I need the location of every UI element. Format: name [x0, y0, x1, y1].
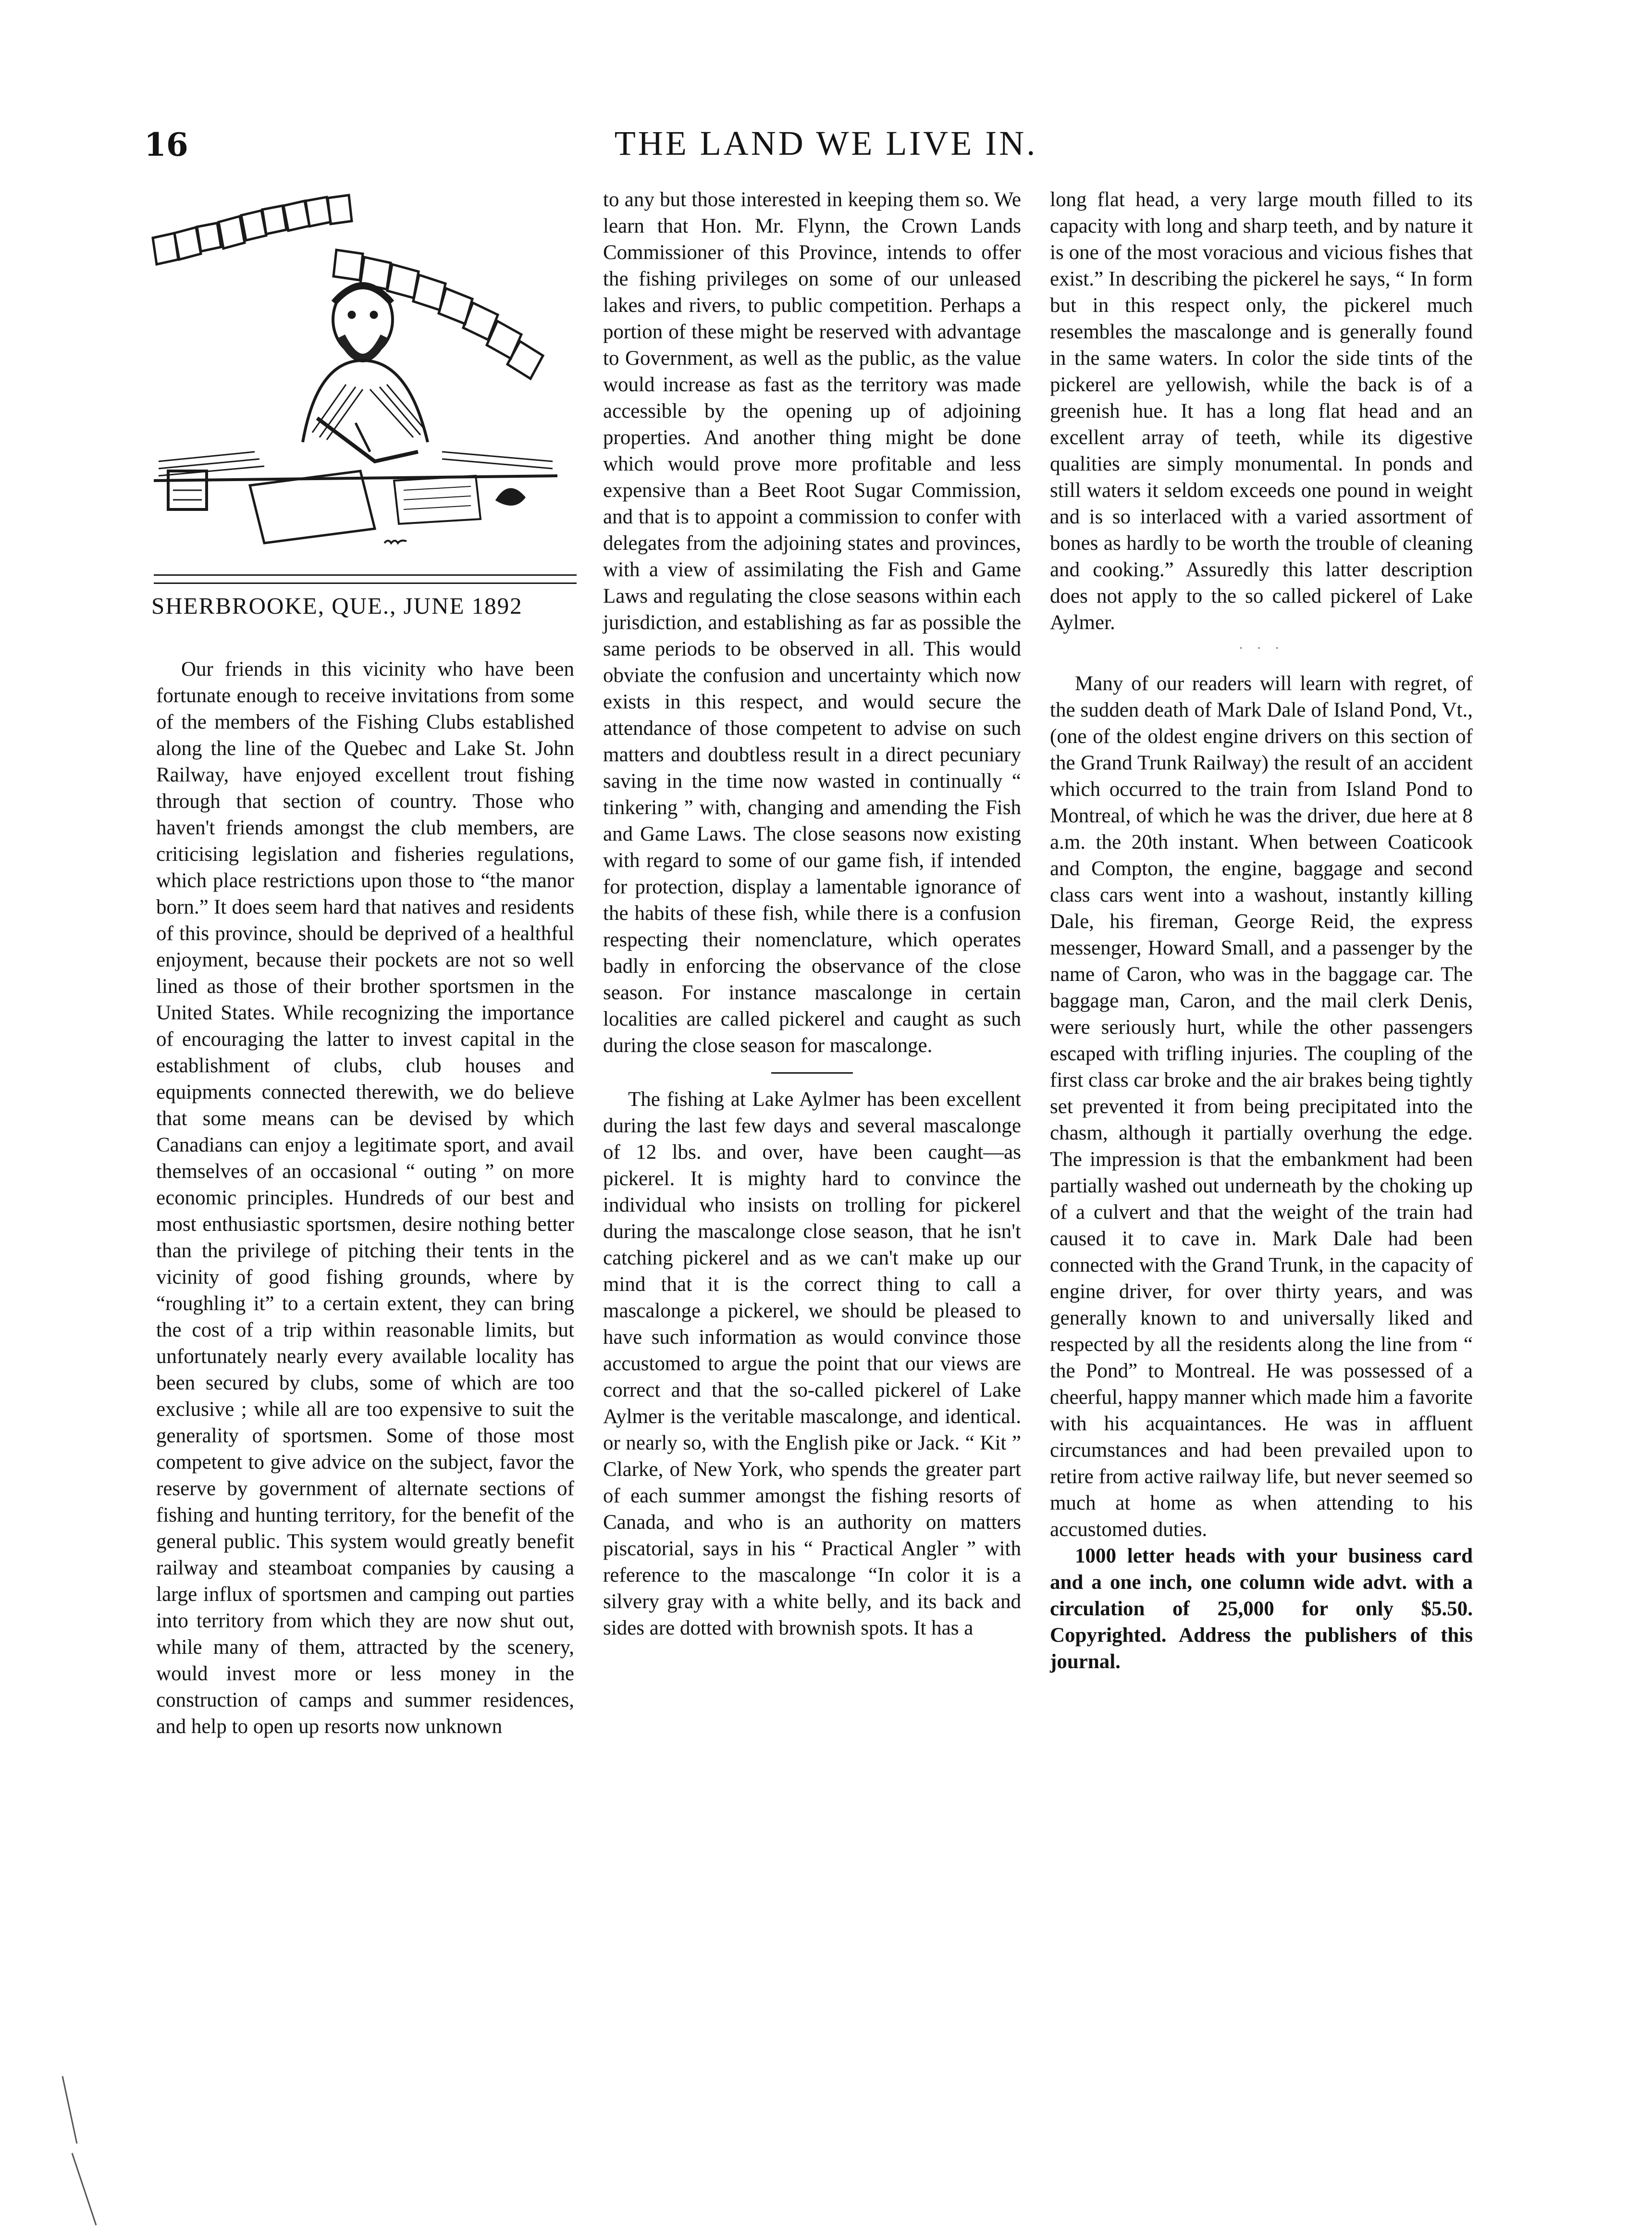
article-paragraph-lake-aylmer: The fishing at Lake Aylmer has been excellent during the last few days and several mascalonge of 12 lbs. and over, have been caught—as pickerel. It is mighty hard to convince the individual who insists on trolling for pickerel during the mascalonge close season, that he isn't catching pickerel and as we can't make up our mind that it is the correct thing to call a mascalonge a pickerel, we should be pleased to have such information as would convince those accustomed to argue the point that our views are correct and that the so-called pickerel of Lake Aylmer is the veritable mascalonge, and identical. or nearly so, with the English pike or Jack. “ Kit ” Clarke, of New York, who spends the greater part of each summer amongst the fishing resorts of Canada, and who is an authority on matters piscatorial, says in his “ Practical Angler ” with reference to the mascalonge “In color it is a silvery gray with a white belly, and its back and sides are dotted with brownish spots. It has a [603, 1088, 1021, 1639]
article-paragraph-mark-dale: Many of our readers will learn with regret, of the sudden death of Mark Dale of Island Pond, Vt., (one of the oldest engine drivers on this section of the Grand Trunk Railway) the result of an accident which occurred to the train from Island Pond to Montreal, of which he was the driver, due here at 8 a.m. the 20th instant. When between Coaticook and Compton, the engine, baggage and second class cars went into a washout, instantly killing Dale, his fireman, George Reid, the express messenger, Howard Small, and a passenger by the name of Caron, who was in the baggage car. The baggage man, Caron, and the mail clerk Denis, were seriously hurt, while the other passengers escaped with trifling injuries. The coupling of the first class car broke and the air brakes being tightly set prevented it from being precipitated into the chasm, although it partially overhung the edge. The impression is that the embankment had been partially washed out underneath by the choking up of a culvert and that the weight of the train had caused it to cave in. Mark Dale had been connected with the Grand Trunk, in the capacity of engine driver, for over thirty years, and was generally known to and universally liked and respected by all the residents along the line from “ the Pond” to Montreal. He was possessed of a cheerful, happy manner which made him a favorite with his acquaintances. He was in affluent circumstances and had been prevailed upon to retire from active railway life, but never seemed so much at home as when attending to his accustomed duties. [1050, 672, 1473, 1541]
article-paragraph-fishing-clubs: Our friends in this vicinity who have been fortunate enough to receive invitations from some of the members of the Fishing Clubs established along the line of the Quebec and Lake St. John Railway, have enjoyed excellent trout fishing through that section of country. Those who haven't friends amongst the club members, are criticising legislation and fisheries regulations, which place restrictions upon those to “the manor born.” It does seem hard that natives and residents of this province, should be deprived of a healthful enjoyment, because their pockets are not so well lined as those of their brother sportsmen in the United States. While recognizing the importance of encouraging the latter to invest capital in the establishment of clubs, club houses and equipments connected therewith, we do believe that some means can be devised by which Canadians can enjoy a legitimate sport, and avail themselves of an occasional “ outing ” on more economic principles. Hundreds of our best and most enthusiastic sportsmen, desire nothing better than the privilege of pitching their tents in the vicinity of good fishing grounds, where by “roughling it” to a certain extent, they can bring the cost of a trip within reasonable limits, but unfortunately nearly every available locality has been secured by clubs, some of which are too exclusive ; while all are too expensive to suit the generality of sportsmen. Some of those most competent to give advice on the subject, favor the reserve by government of alternate sections of fishing and hunting territory, for the benefit of the general public. This system would greatly benefit railway and steamboat companies by causing a large influx of sportsmen and camping out parties into territory from which they are now shut out, while many of them, attracted by the scenery, would invest more or less money in the construction of camps and summer residences, and help to open up resorts now unknown [156, 658, 574, 1738]
masthead-double-rule [154, 574, 577, 584]
page-number: 16 [144, 126, 188, 163]
running-head: THE LAND WE LIVE IN. [614, 124, 1038, 162]
column-3 [1050, 186, 1473, 1675]
article-continuation-pickerel: long flat head, a very large mouth filled to its capacity with long and sharp teeth, and by nature it is one of the most voracious and vicious fishes that exist.” In describing the pickerel he says, “ In form but in this respect only, the pickerel much resembles the mascalonge and is generally found in the same waters. In color the side tints of the pickerel are yellowish, while the back is of a greenish hue. It has a long flat head and an excellent array of teeth, while its digestive qualities are simply monumental. In ponds and still waters it seldom exceeds one pound in weight and is so interlaced with a varied assortment of bones as hardly to be worth the trouble of cleaning and cooking.” Assuredly this latter description does not apply to the so called pickerel of Lake Aylmer. [1050, 188, 1473, 634]
advertisement-notice: 1000 letter heads with your business card and a one inch, one column wide advt. with a circulation of 25,000 for only $5.50. Copyrighted. Address the publishers of this journal. [1050, 1545, 1473, 1673]
editor-at-desk-engraving [144, 192, 567, 577]
article-continuation-crown-lands: to any but those interested in keeping them so. We learn that Hon. Mr. Flynn, the Crown Lands Commissioner of this Province, intends to offer the fishing privileges on some of our unleased lakes and rivers, to public competition. Perhaps a portion of these might be reserved with advantage to Government, as well as the public, as the value would increase as fast as the territory was made accessible by the opening up of adjoining properties. And another thing might be done which would prove more profitable and less expensive than a Beet Root Sugar Commission, and that is to appoint a commission to confer with delegates from the adjoining states and provinces, with a view of assimilating the Fish and Game Laws and regulating the close seasons within each jurisdiction, and establishing as far as possible the same periods to be observed in all. This would obviate the confusion and uncertainty which now exists in this respect, and would secure the attendance of those competent to advise on such matters and doubtless result in a direct pecuniary saving in the time now wasted in continually “ tinkering ” with, changing and amending the Fish and Game Laws. The close seasons now existing with regard to some of our game fish, if intended for protection, display a lamentable ignorance of the habits of these fish, while there is a confusion respecting their nomenclature, which operates badly in enforcing the observance of the close season. For instance mascalonge in certain localities are called pickerel and caught as such during the close season for mascalonge. [603, 188, 1021, 1057]
section-divider-dots: · · · [1238, 640, 1284, 656]
dateline: SHERBROOKE, QUE., JUNE 1892 [151, 593, 523, 619]
scan-mark-decoration [43, 2071, 111, 2230]
column-1 [156, 656, 574, 1740]
column-2 [603, 186, 1021, 1641]
editorial-masthead-illustration [144, 192, 567, 577]
banner-editorial-blocks [153, 195, 352, 264]
section-divider-rule [771, 1072, 853, 1074]
